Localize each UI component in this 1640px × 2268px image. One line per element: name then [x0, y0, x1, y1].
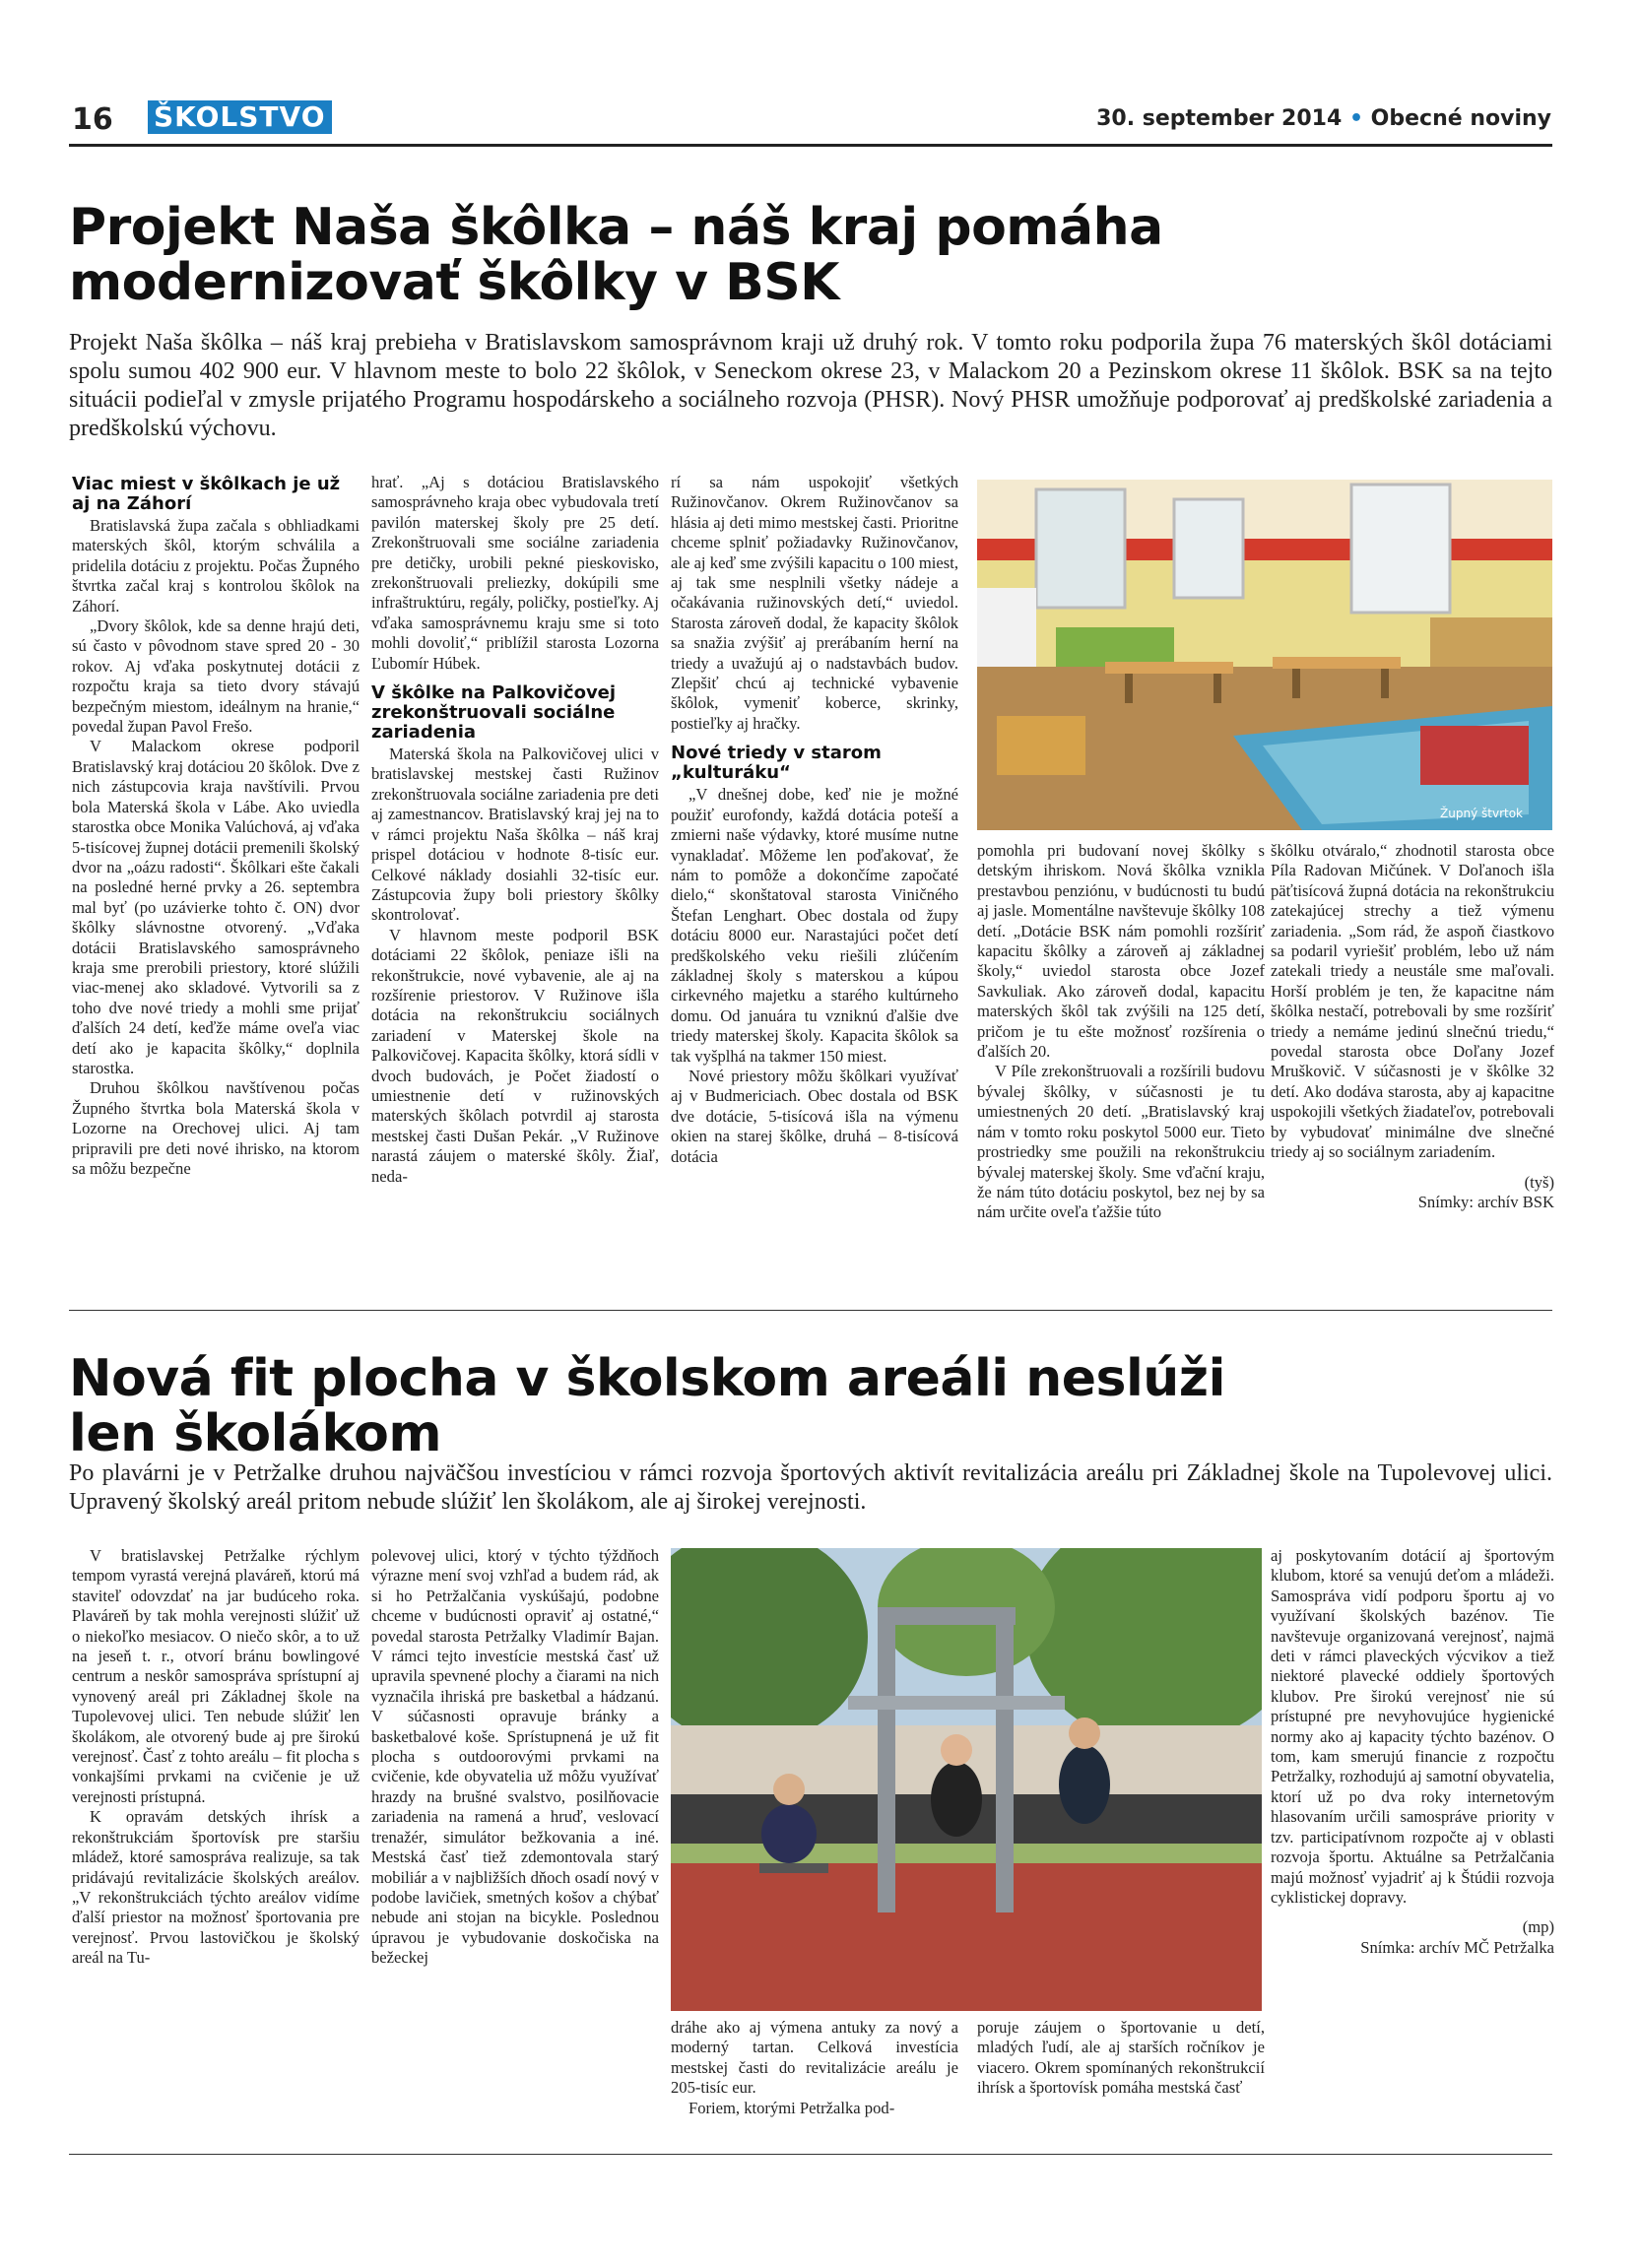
photo-caption: Župný štvrtok [1440, 807, 1523, 820]
article2-column-3 [671, 2018, 958, 2142]
article1-title-line1: Projekt Naša škôlka – náš kraj pomáha [69, 198, 1163, 257]
article2-lead: Po plavárni je v Petržalke druhou najväčšou investíciou v rámci rozvoja športových aktivít revitalizácia areálu pri Základnej škole na Tupolevovej ulici. Upravený školský areál pritom nebude slúžiť len školákom, ale aj širokej verejnosti. [69, 1460, 1552, 1515]
paragraph: Nové priestory môžu škôlkari využívať aj v Budmericiach. Obec dostala od BSK dve dotácie, 5-tisícová išla na výmenu okien na starej škôlke, druhá – 8-tisícová dotácia [671, 1066, 958, 1166]
header-rule [69, 144, 1552, 147]
paragraph: škôlku otváralo,“ zhodnotil starosta obce Píla Radovan Mičúnek. V Doľanoch išla päťtisícová župná dotácia na rekonštrukciu zatekajúcej strechy a tiež výmenu zariadenia. „Som rád, že aspoň čiastkovo sa podaril vyriešiť problém, lebo už nám zatekali triedy a neustále sme maľovali. Horší problém je ten, že kapacitne nám škôlka nestačí, potrebovali by sme rozšíriť triedy a nemáme jedinú slnečnú triedu,“ povedal starosta obce Doľany Jozef Mruškovič. V súčasnosti je v škôlke 32 detí. Ako dodáva starosta, aby aj kapacitne uspokojili všetkých žiadateľov, potrebovali by vybudovať minimálne dve slnečné triedy aj so sociálnym zariadením. [1271, 841, 1554, 1162]
article2-title [69, 1351, 1552, 1461]
page-number: 16 [72, 102, 113, 137]
article2-column-5 [1271, 1546, 1554, 2142]
article2-column-2 [371, 1546, 659, 2142]
article2-title-line1: Nová fit plocha v školskom areáli neslúži [69, 1349, 1225, 1408]
outdoor-fitness-photo [671, 1548, 1262, 2011]
subheading: V škôlke na Palkovičovej zrekonštruovali sociálne zariadenia [371, 682, 617, 744]
paragraph: polevovej ulici, ktorý v týchto týždňoch výrazne mení svoj vzhľad a budem rád, ak si ho Petržalčania vyskúšajú, podobne chceme v budúcnosti opraviť aj ostatné,“ povedal starosta Petržalky Vladimír Bajan. V rámci tejto investície mestská časť už upravila spevnené plochy a čiarami na nich vyznačila ihriská pre basketbal a hádzanú. V súčasnosti opravuje bránky a basketbalové koše. Sprístupnená je už fit plocha s outdoorovými prvkami na cvičenie, kde obyvatelia už môžu využívať hrazdy na brušné svalstvo, posilňovacie zariadenia na ramená a hruď, veslovací trenažér, simulátor bežkovania a iné. Mestská časť tiež zdemontovala starý mobiliár a v najbližších dňoch osadí nový v podobe lavičiek, smetných košov a chýbať nebude ani stojan na bicykle. Poslednou úpravou je vybudovanie doskočiska na bežeckej [371, 1546, 659, 1968]
paragraph: dráhe ako aj výmena antuky za nový a moderný tartan. Celková investícia mestskej časti do revitalizácie areálu je 205-tisíc eur. [671, 2018, 958, 2098]
paragraph: V Píle zrekonštruovali a rozšírili budovu bývalej škôlky, v súčasnosti je tu umiestnených 20 detí. „Bratislavský kraj nám v tomto roku poskytol 5000 eur. Tieto prostriedky sme použili na rekonštrukciu bývalej materskej školy. Sme vďační kraju, že nám túto dotáciu poskytol, bez nej by sa nám určite oveľa ťažšie túto [977, 1062, 1265, 1222]
paragraph: K opravám detských ihrísk a rekonštrukciám športovísk pre staršiu mládež, ktoré samospráva realizuje, sa tak pridávajú revitalizácie školských areálov. „V rekonštrukciách týchto areálov vidíme ďalší priestor na možnosť športovania pre verejnosť. Prvou lastovičkou je školský areál na Tu- [72, 1807, 360, 1968]
dateline: 30. september 2014 • Obecné noviny [1096, 106, 1551, 131]
author-signature: (mp) [1522, 1917, 1554, 1937]
article2-column-1 [72, 1546, 360, 2142]
article1-column-4 [977, 841, 1265, 1300]
paragraph: „Dvory škôlok, kde sa denne hrajú deti, sú často v pôvodnom stave spred 20 - 30 rokov. Aj vďaka poskytnutej dotácii z rozpočtu kraja sa tieto dvory stávajú bezpečným miestom, ideálnym na hranie,“ povedal župan Pavol Frešo. [72, 616, 360, 737]
article1-title-line2: modernizovať škôlky v BSK [69, 253, 839, 312]
paragraph: Materská škola na Palkovičovej ulici v bratislavskej mestskej časti Ružinov zrekonštruovala sociálne zariadenia pre deti aj zamestnancov. Bratislavský kraj jej na to v rámci projektu Naša škôlka – náš kraj prispel dotáciou v hodnote 8-tisíc eur. Celkové náklady dosiahli 32-tisíc eur. Zástupcovia župy boli priestory škôlky skontrolovať. [371, 745, 659, 925]
paragraph: poruje záujem o športovanie u detí, mladých ľudí, ale aj starších ročníkov je viacero. Okrem spomínaných rekonštrukcií ihrísk a športovísk pomáha mestská časť [977, 2018, 1265, 2098]
footer-rule [69, 2154, 1552, 2155]
paragraph: V Malackom okrese podporil Bratislavský kraj dotáciou 20 škôlok. Dve z nich zástupcovia kraja navštívili. Prvou bola Materská škola v Lábe. Ako uviedla starostka obce Monika Valúchová, aj vďaka 5-tisícovej župnej dotácii premenili školský dvor na „oázu radosti“. Škôlkari ešte čakali na posledné herné prvky a 26. septembra mal byť (po uzávierke tohto č. ON) dvor škôlky slávnostne otvorený. „Vďaka dotácii Bratislavského samosprávneho kraja sme prerobili priestory, ktoré slúžili viac-menej ako skladové. Vytvorili sa z toho dve nové triedy a mohli sme prijať ďalších 24 detí, keďže máme oveľa viac detí ako je kapacita škôlky,“ doplnila starostka. [72, 737, 360, 1077]
paragraph: V bratislavskej Petržalke rýchlym tempom vyrastá verejná plaváreň, ktorú má staviteľ odovzdať na jar budúceho roka. Plaváreň by tak mohla verejnosti slúžiť už o niekoľko mesiacov. O niečo skôr, a to už na jeseň t. r., otvorí bránu bowlingové centrum a neskôr samospráva sprístupní aj vynovený areál pri Základnej škole na Tupolevovej ulici. Ten nebude slúžiť len školákom, ale otvorený bude aj pre širokú verejnosť. Časť z tohto areálu – fit plocha s vonkajšími prvkami na cvičenie je už verejnosti prístupná. [72, 1546, 360, 1806]
article1-column-2 [371, 473, 659, 1300]
paragraph: aj poskytovaním dotácií aj športovým klubom, ktoré sa venujú deťom a mládeži. Samospráva vidí podporu športu aj vo využívaní školských bazénov. Tie navštevuje organizovaná verejnosť, najmä deti v rámci plaveckých výcvikov a tiež niektoré plavecké oddiely športových klubov. Pre širokú verejnosť nie sú prístupné pre nevyhovujúce hygienické normy ako aj kapacity týchto bazénov. O tom, kam smerujú financie z rozpočtu Petržalky, rozhodujú aj samotní obyvatelia, ktorí už po dva roky internetovým hlasovaním určili samospráve priority v tzv. participatívnom rozpočte aj v oblasti rozvoja športu. Aktuálne sa Petržalčania majú možnosť vyjadriť aj k Štúdii rozvoja cyklistickej dopravy. [1271, 1546, 1554, 1907]
paragraph: rí sa nám uspokojiť všetkých Ružinovčanov. Okrem Ružinovčanov sa hlásia aj deti mimo mestskej časti. Prioritne chceme splniť požiadavky Ružinovčanov, ale aj keď sme zvýšili kapacitu o 100 miest, aj tak sme nesplnili všetky nádeje a očakávania ružinovských detí,“ uviedol. Starosta zároveň dodal, že kapacity škôlok sa snažia zvýšiť aj prerábaním herní na triedy a uvažujú aj o nadstavbách budov. Zlepšiť chcú aj technické vybavenie škôlok, vymeniť koberce, skrinky, postieľky aj hračky. [671, 473, 958, 733]
article1-column-5 [1271, 841, 1554, 1300]
paragraph: „V dnešnej dobe, keď nie je možné použiť eurofondy, každá dotácia poteší a zmierni naše výdavky, ktoré musíme nutne vynakladať. Môžeme len poďakovať, že nám to pomôže a dokončíme započaté dielo,“ skonštatoval starosta Viničného Štefan Lenghart. Obec dostala od župy dotáciu 8000 eur. Narastajúci počet detí predškolského veku riešili zlúčením základnej školy s materskou a kúpou cirkevného majetku a starého kultúrneho domu. Od januára tu vzniknú ďalšie dve triedy materskej školy. Kapacita škôlok sa tak vyšplhá na takmer 150 miest. [671, 785, 958, 1066]
article1-lead: Projekt Naša škôlka – náš kraj prebieha v Bratislavskom samosprávnom kraji už druhý rok. V tomto roku podporila župa 76 materských škôl dotáciami spolu sumou 402 900 eur. V hlavnom meste to bolo 22 škôlok, v Seneckom okrese 23, v Malackom 20 a Pezinskom okrese 11 škôlok. BSK sa na tejto situácii podieľal v zmysle prijatého Programu hospodárskeho a sociálneho rozvoja (PHSR). Nový PHSR umožňuje podporovať aj predškolské zariadenia a predškolskú výchovu. [69, 330, 1552, 441]
paragraph: pomohla pri budovaní novej škôlky s detským ihriskom. Nová škôlka vznikla prestavbou penziónu, v budúcnosti tu budú aj jasle. Momentálne navštevuje škôlky 108 detí. „Dotácie BSK nám pomohli rozšíriť kapacitu škôlky a zároveň aj základnej školy,“ uviedol starosta obce Jozef Savkuliak. Ako zároveň dodal, kapacitu materských škôl tak zvýšili na 125 detí, pričom je tu ešte možnosť rozšírenia o ďalších 20. [977, 841, 1265, 1062]
author-signature: (tyš) [1524, 1172, 1554, 1192]
paragraph: Foriem, ktorými Petržalka pod- [689, 2098, 895, 2117]
paragraph: Druhou škôlkou navštívenou počas Župného štvrtka bola Materská škola v Lozorne na Orechovej ulici. Aj tam pripravili pre deti nové ihrisko, na ktorom sa môžu bezpečne [72, 1078, 360, 1178]
photo-credit: Snímka: archív MČ Petržalka [1360, 1937, 1554, 1957]
article1-column-3 [671, 473, 958, 1300]
article1-title [69, 200, 1552, 310]
subheading: Viac miest v škôlkach je už aj na Záhorí [72, 474, 341, 514]
subheading: Nové triedy v starom „kulturáku“ [671, 743, 882, 784]
article-separator [69, 1310, 1552, 1311]
publication-name: Obecné noviny [1370, 106, 1551, 131]
section-label: ŠKOLSTVO [148, 100, 332, 134]
issue-date: 30. september 2014 [1096, 106, 1343, 131]
paragraph: Bratislavská župa začala s obhliadkami materských škôl, ktorým schválila a pridelila dotáciu z projektu. Počas Župného štvrtka začal kraj s kontrolou škôlok na Záhorí. [72, 516, 360, 616]
article1-column-1 [72, 473, 360, 1300]
article2-title-line2: len školákom [69, 1404, 442, 1463]
kindergarten-classroom-photo [977, 480, 1552, 830]
paragraph: V hlavnom meste podporil BSK dotáciami 22 škôlok, peniaze išli na rekonštrukcie, nové vybavenie, ale aj na rozšírenie priestorov. V Ružinove išla dotácia na rekonštrukciu sociálnych zariadení v Materskej škole na Palkovičovej. Kapacita škôlky, ktorá sídli v dvoch budovách, je Počet žiadostí o umiestnenie detí v ružinovských materských škôlach potvrdil aj starosta mestskej časti Dušan Pekár. „V Ružinove narastá záujem o materské škôly. Žiaľ, neda- [371, 925, 659, 1186]
photo-credit: Snímky: archív BSK [1417, 1192, 1554, 1211]
paragraph: hrať. „Aj s dotáciou Bratislavského samosprávneho kraja obec vybudovala tretí pavilón materskej školy pre 25 detí. Zrekonštruovali sme sociálne zariadenia pre detičky, urobili pekné pieskovisko, zrekonštruovali preliezky, dokúpili sme infraštruktúru, regály, poličky, postieľky. Aj vďaka samosprávnemu kraju sme si toto mohli dovoliť,“ priblížil starosta Lozorna Ľubomír Húbek. [371, 473, 659, 673]
article2-column-4 [977, 2018, 1265, 2142]
